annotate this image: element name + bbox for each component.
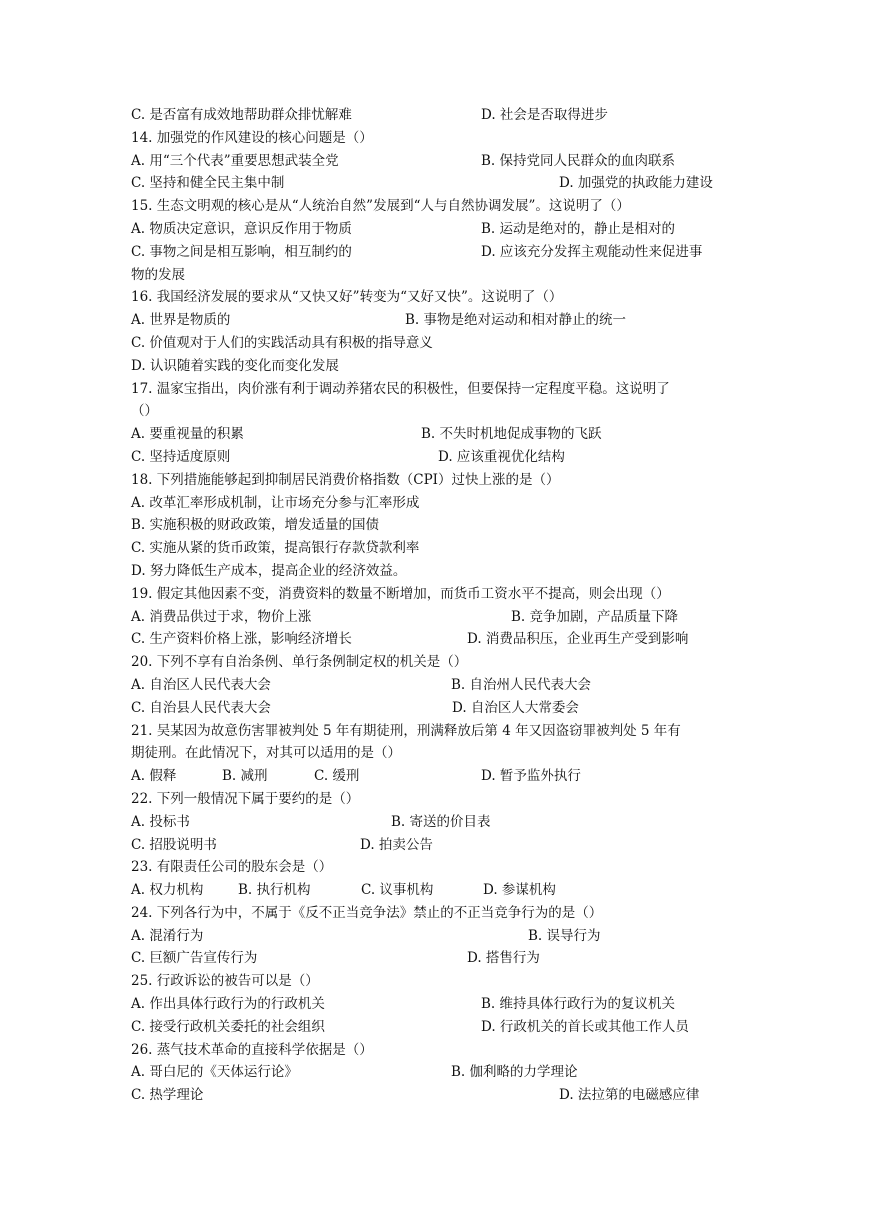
text-line — [131, 127, 741, 150]
text-segment: B. 自治州人民代表大会 — [451, 676, 592, 693]
text-line — [131, 606, 741, 629]
text-line — [131, 1039, 741, 1062]
text-segment: B. 伽利略的力学理论 — [451, 1064, 578, 1081]
text-line — [131, 925, 741, 948]
text-line — [131, 834, 741, 857]
text-segment: D. 法拉第的电磁感应律 — [559, 1087, 700, 1104]
text-segment: A. 哥白尼的《天体运行论》 — [131, 1064, 298, 1081]
text-line — [131, 1061, 741, 1084]
text-segment: 16. 我国经济发展的要求从“又快又好”转变为“又好又快”。这说明了（） — [131, 289, 563, 306]
text-segment: A. 消费品供过于求，物价上涨 — [131, 608, 312, 625]
text-line — [131, 856, 741, 879]
text-segment: B. 不失时机地促成事物的飞跃 — [421, 426, 602, 443]
text-segment: 26. 蒸气技术革命的直接科学依据是（） — [131, 1041, 373, 1058]
text-segment: A. 投标书 — [131, 813, 190, 830]
text-segment: C. 巨额广告宣传行为 — [131, 950, 258, 967]
text-segment: B. 实施积极的财政政策，增发适量的国债 — [131, 517, 380, 534]
text-line — [131, 765, 741, 788]
text-segment: 19. 假定其他因素不变，消费资料的数量不断增加，而货币工资水平不提高，则会出现（） — [131, 585, 670, 602]
text-segment: C. 生产资料价格上涨，影响经济增长 — [131, 631, 352, 648]
text-line — [131, 423, 741, 446]
text-line — [131, 286, 741, 309]
text-segment: 23. 有限责任公司的股东会是（） — [131, 859, 333, 876]
text-segment: C. 实施从紧的货币政策，提高银行存款贷款利率 — [131, 540, 420, 557]
text-segment: B. 误导行为 — [528, 927, 601, 944]
text-line — [131, 309, 741, 332]
text-line — [131, 674, 741, 697]
text-segment: B. 保持党同人民群众的血肉联系 — [481, 152, 676, 169]
text-segment: 14. 加强党的作风建设的核心问题是（） — [131, 129, 373, 146]
text-segment: 22. 下列一般情况下属于要约的是（） — [131, 790, 360, 807]
text-segment: B. 维持具体行政行为的复议机关 — [481, 996, 676, 1013]
text-segment: C. 事物之间是相互影响，相互制约的 — [131, 243, 352, 260]
text-segment: 24. 下列各行为中，不属于《反不正当竞争法》禁止的不正当竞争行为的是（） — [131, 904, 603, 921]
text-line — [131, 628, 741, 651]
text-segment: C. 坚持和健全民主集中制 — [131, 175, 285, 192]
text-segment: A. 世界是物质的 — [131, 312, 231, 329]
text-segment: 18. 下列措施能够起到抑制居民消费价格指数（CPI）过快上涨的是（） — [131, 471, 560, 488]
text-line — [131, 446, 741, 469]
text-segment: A. 权力机构 — [131, 882, 204, 899]
text-line — [131, 332, 741, 355]
text-line — [131, 537, 741, 560]
text-segment: D. 参谋机构 — [483, 882, 556, 899]
text-line — [131, 811, 741, 834]
text-line — [131, 902, 741, 925]
text-segment: B. 寄送的价目表 — [391, 813, 491, 830]
text-line — [131, 355, 741, 378]
text-segment: A. 要重视量的积累 — [131, 426, 244, 443]
text-line — [131, 104, 741, 127]
text-segment: D. 应该重视优化结构 — [438, 448, 565, 465]
text-segment: 21. 吴某因为故意伤害罪被判处 5 年有期徒刑，刑满释放后第 4 年又因盗窃罪被判处 5 年有 — [131, 722, 681, 739]
text-segment: A. 混淆行为 — [131, 927, 204, 944]
text-segment: C. 接受行政机关委托的社会组织 — [131, 1018, 325, 1035]
text-segment: 20. 下列不享有自治条例、单行条例制定权的机关是（） — [131, 654, 468, 671]
text-segment: B. 运动是绝对的，静止是相对的 — [481, 220, 676, 237]
text-line — [131, 1084, 741, 1107]
text-segment: 物的发展 — [131, 266, 185, 283]
text-segment: C. 缓刑 — [314, 768, 360, 785]
text-segment: B. 减刑 — [222, 768, 268, 785]
text-segment: D. 努力降低生产成本，提高企业的经济效益。 — [131, 562, 407, 579]
text-segment: A. 用“三个代表”重要思想武装全党 — [131, 152, 339, 169]
text-line — [131, 788, 741, 811]
text-line — [131, 720, 741, 743]
text-segment: D. 社会是否取得进步 — [481, 107, 608, 123]
text-segment: D. 应该充分发挥主观能动性来促进事 — [481, 243, 703, 260]
text-segment: D. 拍卖公告 — [360, 836, 433, 853]
text-line — [131, 264, 741, 287]
text-segment: 15. 生态文明观的核心是从“人统治自然”发展到“人与自然协调发展”。这说明了（） — [131, 198, 630, 215]
text-line — [131, 378, 741, 401]
text-segment: C. 价值观对于人们的实践活动具有积极的指导意义 — [131, 334, 433, 351]
text-line — [131, 583, 741, 606]
text-segment: C. 坚持适度原则 — [131, 448, 231, 465]
text-segment: C. 自治县人民代表大会 — [131, 699, 271, 716]
text-segment: A. 假释 — [131, 768, 177, 785]
text-segment: D. 认识随着实践的变化而变化发展 — [131, 357, 339, 374]
text-segment: B. 竞争加剧，产品质量下降 — [511, 608, 679, 625]
text-segment: C. 招股说明书 — [131, 836, 217, 853]
text-line — [131, 1016, 741, 1039]
text-line — [131, 241, 741, 264]
text-line — [131, 400, 741, 423]
text-line — [131, 993, 741, 1016]
text-segment: C. 议事机构 — [361, 882, 434, 899]
text-line — [131, 218, 741, 241]
text-line — [131, 150, 741, 173]
exam-document — [131, 104, 741, 1107]
text-segment: D. 消费品积压，企业再生产受到影响 — [467, 631, 689, 648]
text-line — [131, 560, 741, 583]
text-segment: A. 改革汇率形成机制，让市场充分参与汇率形成 — [131, 494, 420, 511]
text-line — [131, 651, 741, 674]
text-segment: D. 加强党的执政能力建设 — [559, 175, 713, 192]
text-segment: C. 热学理论 — [131, 1087, 204, 1104]
text-segment: D. 搭售行为 — [467, 950, 540, 967]
text-line — [131, 879, 741, 902]
text-segment: （） — [131, 403, 158, 420]
text-segment: A. 作出具体行政行为的行政机关 — [131, 996, 325, 1013]
text-line — [131, 514, 741, 537]
text-line — [131, 742, 741, 765]
text-line — [131, 172, 741, 195]
text-line — [131, 947, 741, 970]
text-segment: 25. 行政诉讼的被告可以是（） — [131, 973, 319, 990]
text-segment: B. 执行机构 — [238, 882, 311, 899]
text-line — [131, 195, 741, 218]
text-line — [131, 970, 741, 993]
text-line — [131, 469, 741, 492]
text-line — [131, 697, 741, 720]
text-segment: B. 事物是绝对运动和相对静止的统一 — [405, 312, 627, 329]
text-segment: 17. 温家宝指出，肉价涨有利于调动养猪农民的积极性，但要保持一定程度平稳。这说明了 — [131, 380, 670, 397]
text-segment: 期徒刑。在此情况下，对其可以适用的是（） — [131, 745, 401, 762]
text-segment: D. 自治区人大常委会 — [452, 699, 579, 716]
text-line — [131, 492, 741, 515]
text-segment: D. 暂予监外执行 — [481, 768, 581, 785]
text-segment: A. 自治区人民代表大会 — [131, 676, 271, 693]
text-segment: D. 行政机关的首长或其他工作人员 — [481, 1018, 689, 1035]
text-segment: C. 是否富有成效地帮助群众排忧解难 — [131, 107, 352, 123]
text-segment: A. 物质决定意识，意识反作用于物质 — [131, 220, 352, 237]
